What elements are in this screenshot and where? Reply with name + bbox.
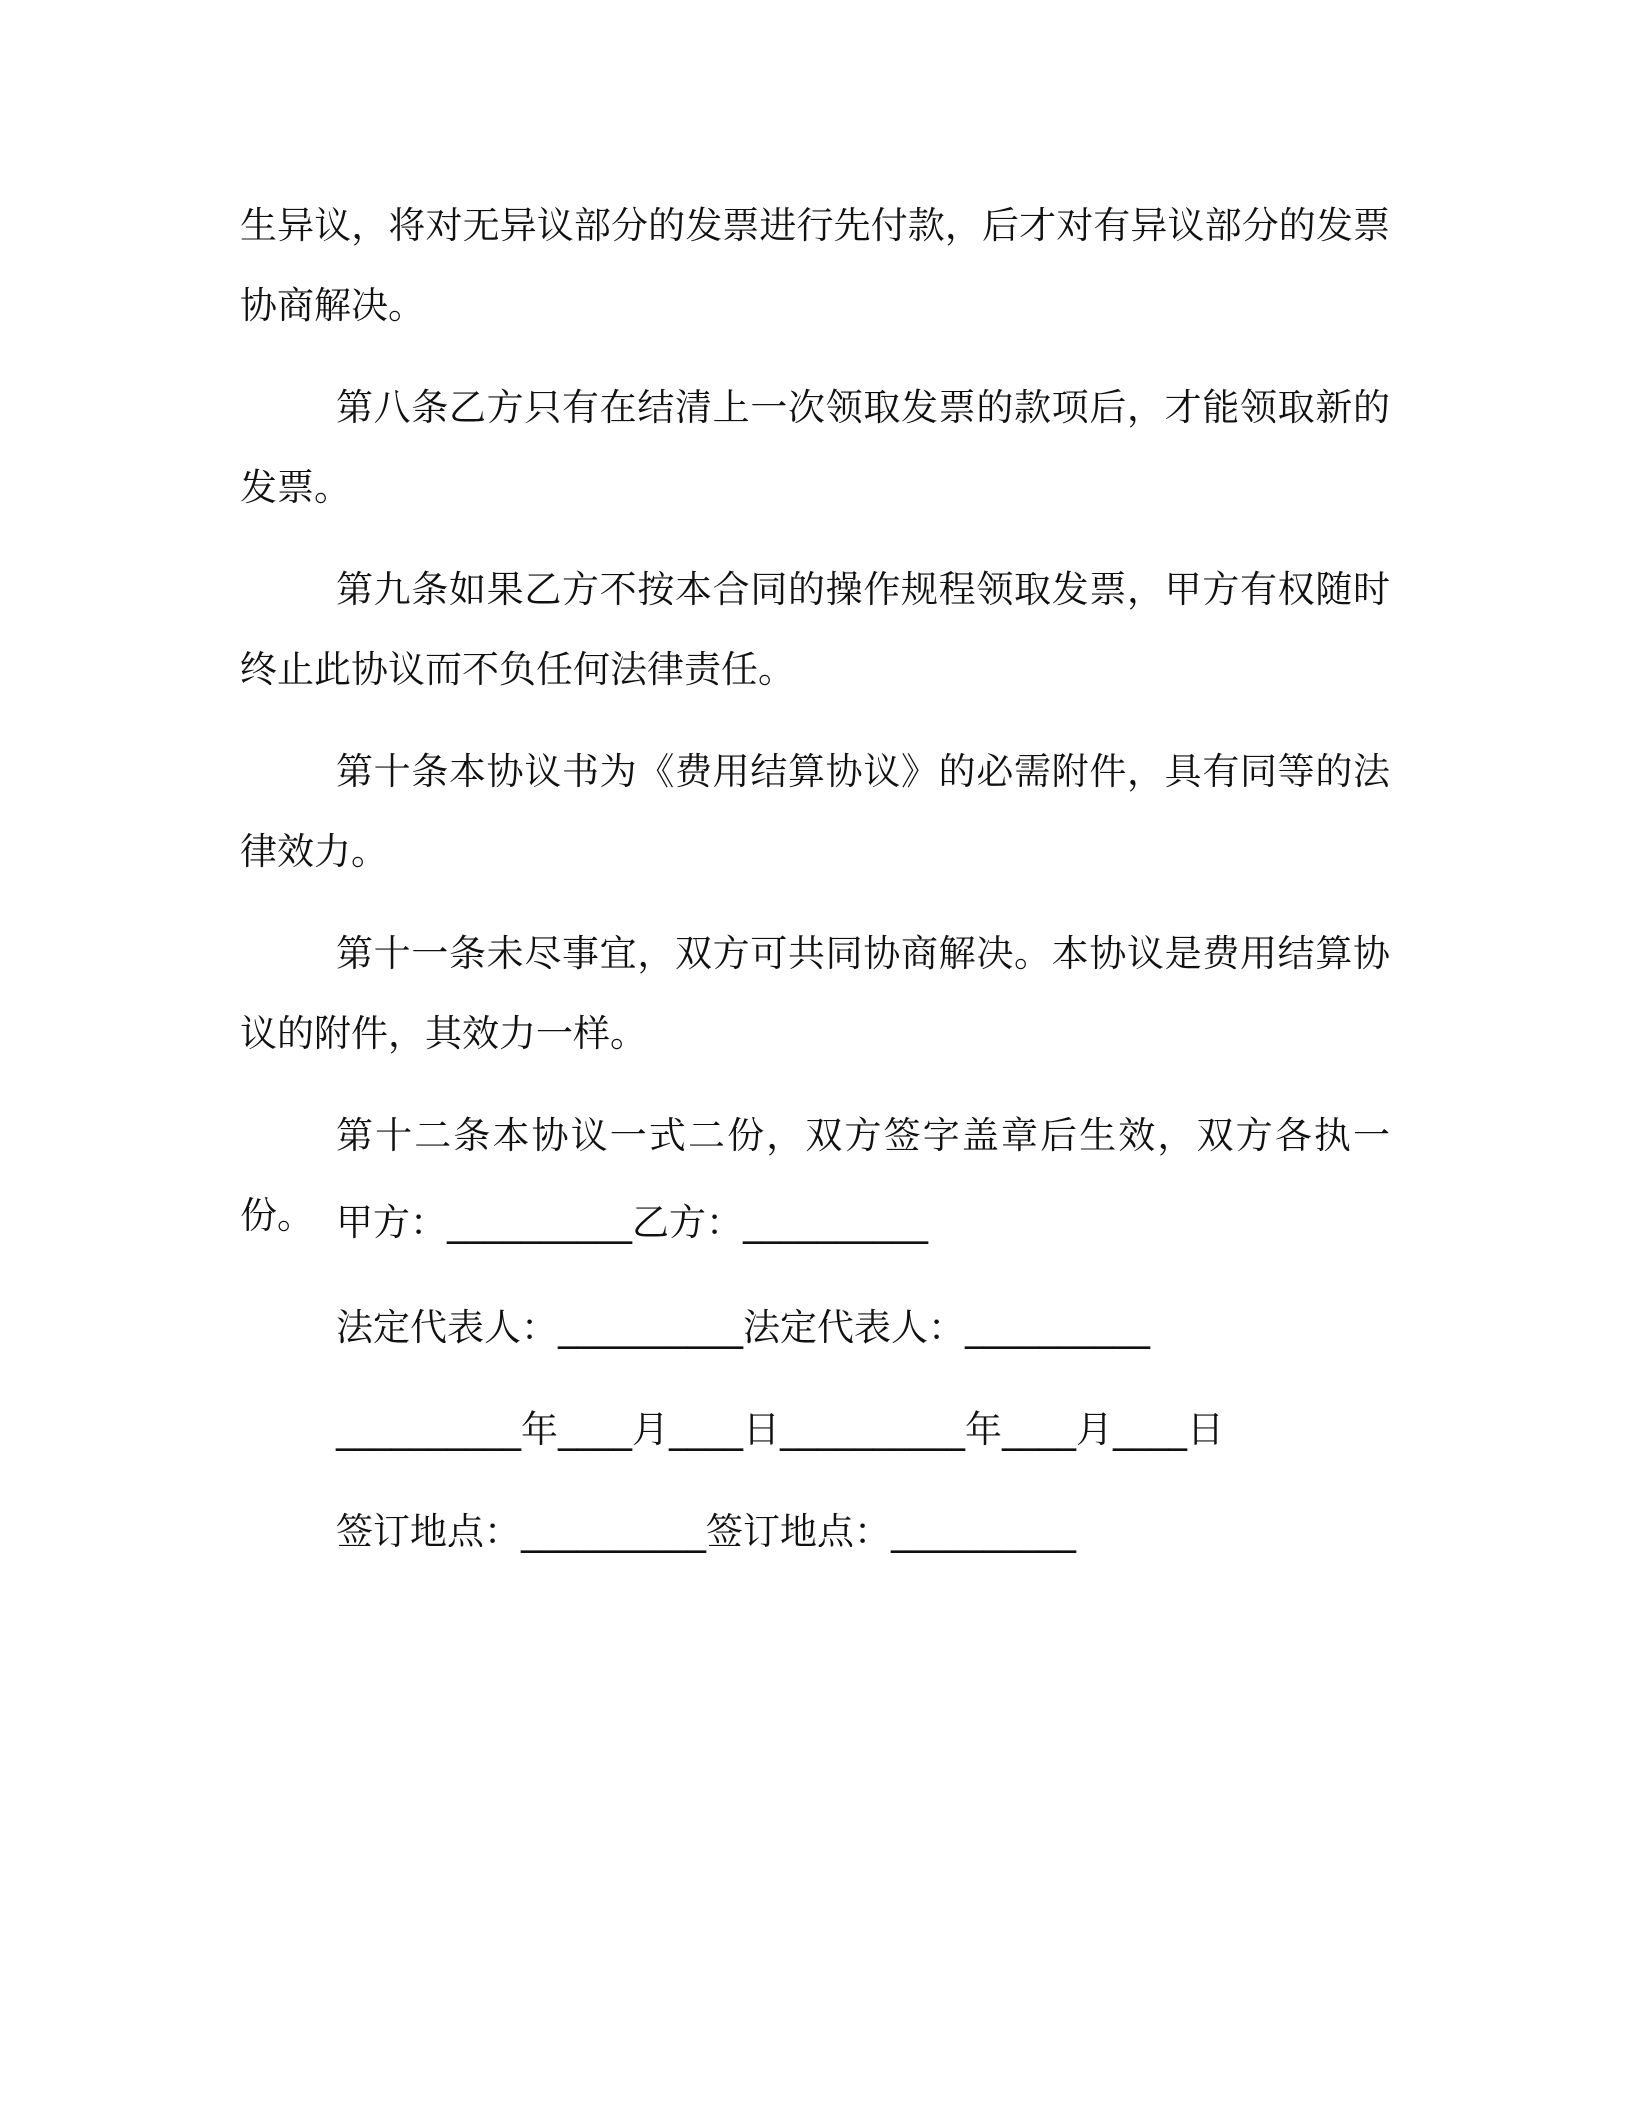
signature-representatives-line: 法定代表人：__________法定代表人：__________ (336, 1306, 1150, 1349)
paragraph-article-10: 第十条本协议书为《费用结算协议》的必需附件，具有同等的法律效力。 (240, 750, 1390, 873)
signature-dates-line: __________年____月____日__________年____月____日 (336, 1408, 1224, 1451)
paragraph-continuation: 生异议，将对无异议部分的发票进行先付款，后才对有异议部分的发票协商解决。 (240, 204, 1390, 327)
signature-places-line: 签订地点：__________签订地点：__________ (336, 1510, 1076, 1553)
paragraph-article-12: 第十二条本协议一式二份，双方签字盖章后生效，双方各执一份。 (240, 1114, 1390, 1237)
paragraph-article-8: 第八条乙方只有在结清上一次领取发票的款项后，才能领取新的发票。 (240, 386, 1390, 509)
document-body (240, 186, 1390, 1278)
paragraph-article-11: 第十一条未尽事宜，双方可共同协商解决。本协议是费用结算协议的附件，其效力一样。 (240, 932, 1390, 1055)
signature-parties-line: 甲方：__________乙方：__________ (336, 1201, 928, 1244)
paragraph-article-9: 第九条如果乙方不按本合同的操作规程领取发票，甲方有权随时终止此协议而不负任何法律责任。 (240, 568, 1390, 691)
